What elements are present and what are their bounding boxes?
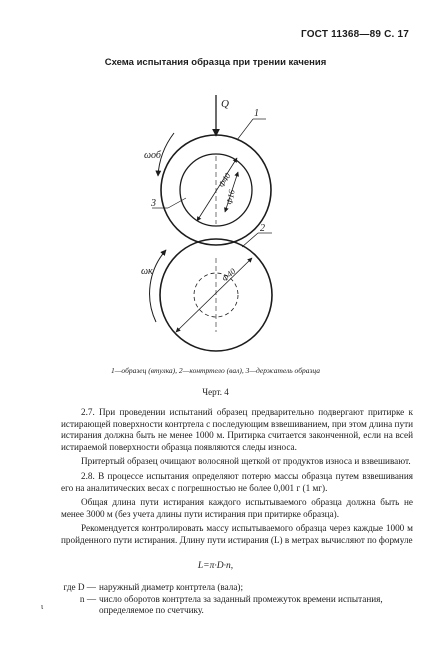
paragraph-total-length: Общая длина пути истирания каждого испытываемого образца должна быть не менее 3000 м (без учета длины пути истирания при притирке образца). bbox=[61, 497, 413, 519]
dimension-line-40-lower bbox=[176, 258, 252, 332]
callout-1-label: 1 bbox=[254, 108, 259, 119]
definition-row bbox=[40, 582, 413, 594]
margin-mark: ɩ bbox=[41, 602, 44, 611]
figure-number: Черт. 4 bbox=[202, 387, 229, 397]
dimension-label-40-upper: Φ40 bbox=[216, 171, 233, 190]
figure-caption: 1—образец (втулка), 2—контртело (вал), 3—держатель образца bbox=[111, 366, 320, 375]
body-text bbox=[61, 407, 413, 550]
paragraph-2-7: 2.7. При проведении испытаний образец предварительно подвергают притирке к истирающей поверхности контртела с последующим взвешиванием, при этом длина пути истирания должна быть не менее 1000 м. Притирка считается законченной, если на всей истираемой поверхности образца появляются следы износа. bbox=[61, 407, 413, 452]
omega-sample-label: ωоб bbox=[144, 150, 161, 161]
omega-counterbody-label: ωк bbox=[141, 266, 153, 277]
callout-2-label: 2 bbox=[260, 223, 265, 234]
paragraph-cleaning: Притертый образец очищают волосяной щеткой от продуктов износа и взвешивают. bbox=[81, 456, 411, 467]
callout-3-label: 3 bbox=[151, 198, 156, 209]
definition-text: наружный диаметр контртела (вала); bbox=[99, 582, 244, 592]
paragraph-control: Рекомендуется контролировать массу испытываемого образца через каждые 1000 м пройденного пути истирания. Длину пути истирания (L) в метрах вычисляют по формуле bbox=[61, 523, 413, 545]
callout-1-leader bbox=[237, 119, 253, 140]
definition-row bbox=[68, 594, 413, 617]
figure-title: Схема испытания образца при трении качения bbox=[104, 57, 327, 68]
load-label: Q bbox=[221, 98, 229, 110]
definition-symbol: где D — bbox=[63, 582, 96, 592]
formula: L=π·D·n, bbox=[197, 561, 234, 571]
page-header: ГОСТ 11368—89 С. 17 bbox=[300, 29, 409, 40]
definition-symbol: n — bbox=[79, 593, 96, 604]
dimension-line-40-upper bbox=[197, 158, 237, 221]
formula-definitions bbox=[63, 582, 413, 617]
dimension-label-16: Φ16 bbox=[224, 188, 237, 206]
rotation-arrow-counterbody bbox=[150, 250, 166, 322]
definition-text: число оборотов контртела за заданный промежуток времени испытания, определяемое по счетчику. bbox=[99, 593, 383, 616]
dimension-label-40-lower: Φ40 bbox=[219, 266, 238, 284]
callout-2-leader bbox=[242, 233, 258, 247]
paragraph-2-8: 2.8. В процессе испытания определяют потерю массы образца путем взвешивания его на аналитических весах с погрешностью не более 0,001 г (1 мг). bbox=[61, 470, 413, 493]
